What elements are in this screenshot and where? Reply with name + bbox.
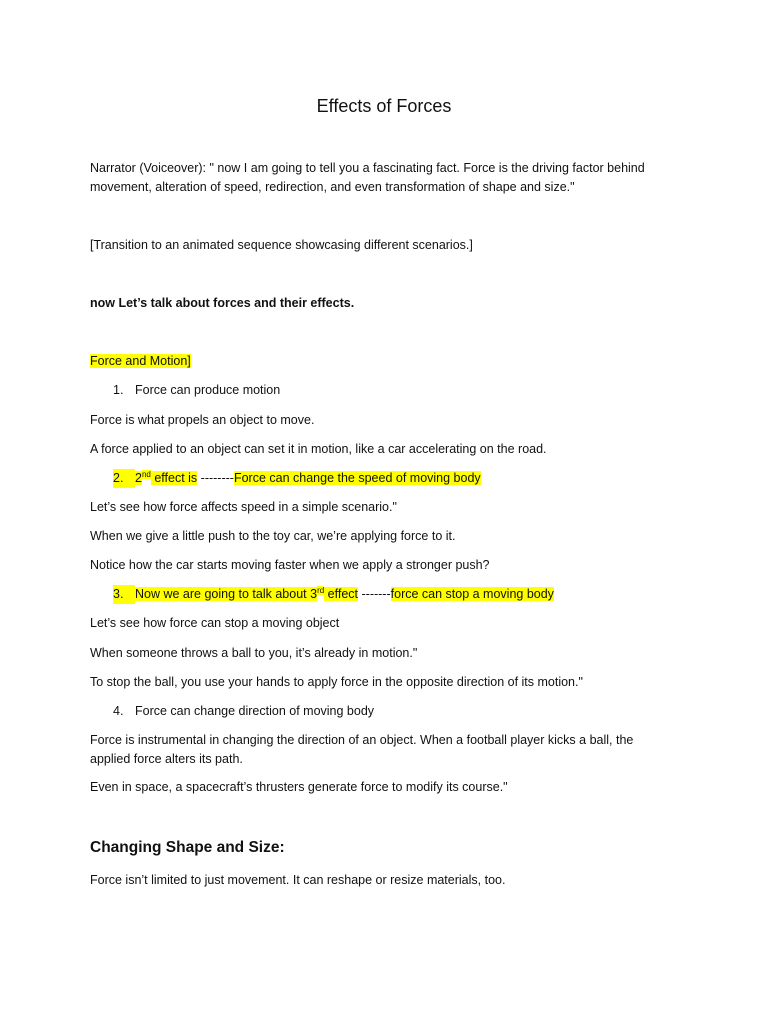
dash-separator: ------- <box>358 587 391 601</box>
paragraph-direction <box>90 731 678 769</box>
paragraph-faster: Notice how the car starts moving faster when we apply a stronger push? <box>90 558 490 572</box>
list-item-2 <box>113 469 481 488</box>
paragraph-push: When we give a little push to the toy car, we’re applying force to it. <box>90 529 456 543</box>
section-force-motion <box>90 352 678 371</box>
intro-line-1: Narrator (Voiceover): " now I am going to tell you a fascinating fact. Force is the driving factor behind <box>90 161 645 175</box>
page-title: Effects of Forces <box>316 96 452 116</box>
list-number: 4. <box>113 704 124 718</box>
section-heading-shape: Changing Shape and Size: <box>90 839 285 856</box>
paragraph-propels: Force is what propels an object to move. <box>90 413 315 427</box>
lets-talk-line: now Let’s talk about forces and their effects. <box>90 296 355 310</box>
paragraph-hands: To stop the ball, you use your hands to apply force in the opposite direction of its motion." <box>90 675 583 689</box>
ordinal-suffix: nd <box>141 469 151 479</box>
effect-label: effect is <box>150 471 198 485</box>
list-item-text: Force can change the speed of moving body <box>233 471 481 485</box>
paragraph-reshape: Force isn’t limited to just movement. It can reshape or resize materials, too. <box>90 873 506 887</box>
paragraph-stop: Let’s see how force can stop a moving object <box>90 616 340 630</box>
intro-line-2: movement, alteration of speed, redirection, and even transformation of shape and size." <box>90 180 575 194</box>
list-number: 3. <box>113 585 135 604</box>
transition-note: [Transition to an animated sequence showcasing different scenarios.] <box>90 238 473 252</box>
dash-separator: -------- <box>197 471 234 485</box>
paragraph-space: Even in space, a spacecraft’s thrusters generate force to modify its course." <box>90 780 508 794</box>
paragraph-applied: A force applied to an object can set it in motion, like a car accelerating on the road. <box>90 442 547 456</box>
item3-lead: Now we are going to talk about 3 <box>135 587 318 601</box>
paragraph-speed: Let’s see how force affects speed in a simple scenario." <box>90 500 397 514</box>
intro-paragraph <box>90 159 678 197</box>
ordinal-suffix: rd <box>317 585 325 595</box>
document-page <box>90 0 690 1024</box>
ordinal-num: 2 <box>135 471 142 485</box>
effect-label: effect <box>324 587 359 601</box>
direction-line-2: applied force alters its path. <box>90 752 243 766</box>
list-item-1 <box>113 381 280 400</box>
list-item-3 <box>113 585 554 604</box>
list-item-text: Force can produce motion <box>135 383 281 397</box>
list-item-text: Force can change direction of moving body <box>135 704 375 718</box>
paragraph-throws: When someone throws a ball to you, it’s already in motion." <box>90 646 418 660</box>
list-item-4 <box>113 702 374 721</box>
direction-line-1: Force is instrumental in changing the direction of an object. When a football player kicks a ball, the <box>90 733 634 747</box>
list-number: 2. <box>113 469 135 488</box>
list-number: 1. <box>113 383 124 397</box>
section-force-motion-label: Force and Motion] <box>90 354 191 368</box>
list-item-text: force can stop a moving body <box>390 587 554 601</box>
